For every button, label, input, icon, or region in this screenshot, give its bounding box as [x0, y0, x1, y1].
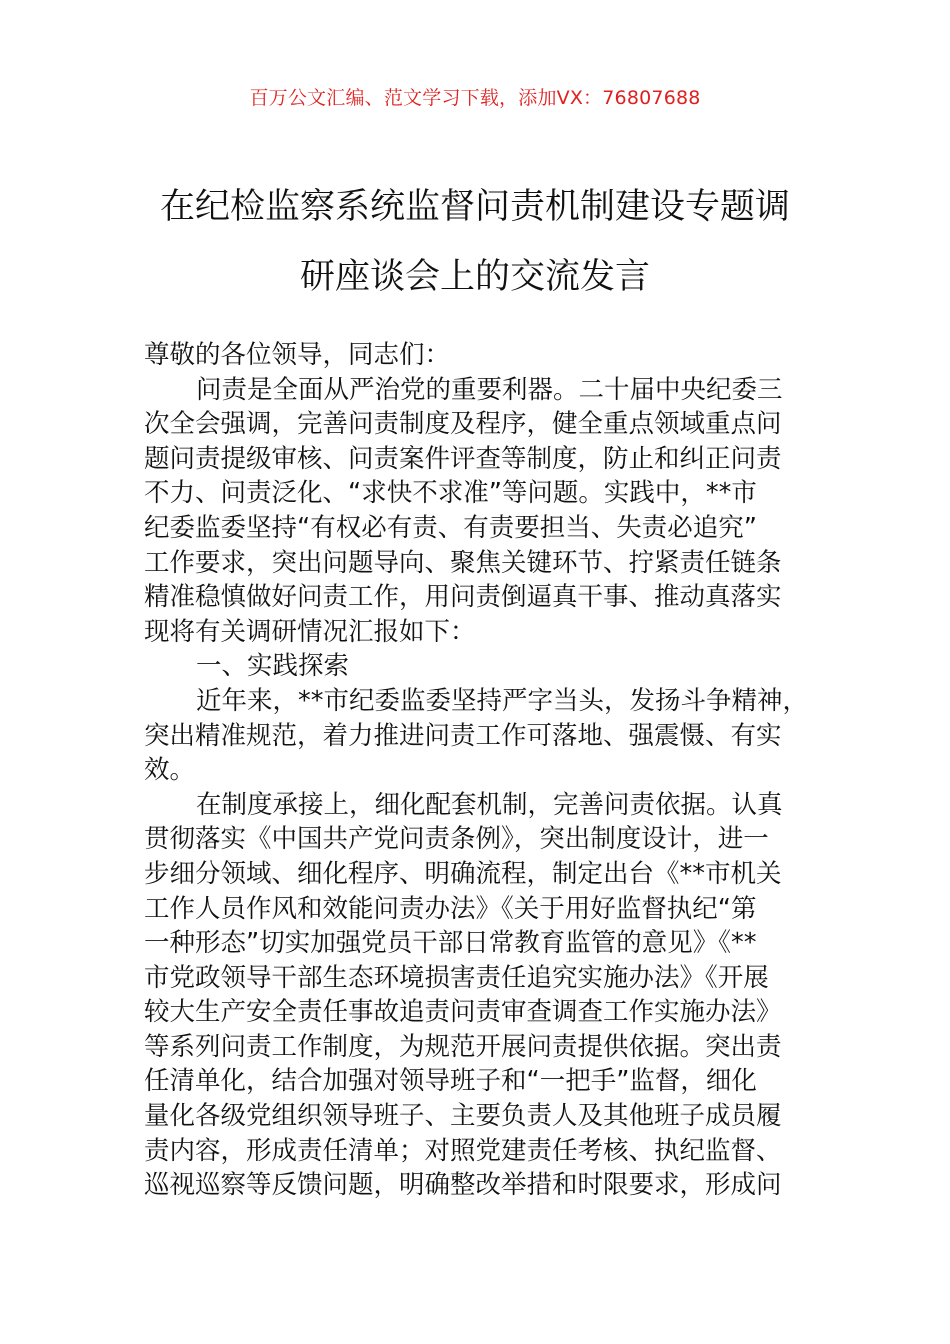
body-line: 市党政领导干部生态环境损害责任追究实施办法》《开展 — [144, 962, 769, 993]
body-line: 任清单化，结合加强对领导班子和“一把手”监督，细化 — [144, 1066, 757, 1097]
body-line: 题问责提级审核、问责案件评查等制度，防止和纠正问责 — [144, 443, 782, 474]
body-line: 贯彻落实《中国共产党问责条例》，突出制度设计，进一 — [144, 824, 769, 855]
body-line: 现将有关调研情况汇报如下： — [144, 616, 476, 647]
body-line: 尊敬的各位领导，同志们： — [144, 340, 451, 370]
body-line: 问责是全面从严治党的重要利器。二十届中央纪委三 — [196, 374, 783, 405]
body-line: 工作要求，突出问题导向、聚焦关键环节、拧紧责任链条 — [144, 547, 782, 578]
body-line: 工作人员作风和效能问责办法》《关于用好监督执纪“第 — [144, 893, 757, 924]
body-line: 不力、问责泛化、“求快不求准”等问题。实践中，**市 — [144, 478, 757, 509]
body-line: 突出精准规范，着力推进问责工作可落地、强震慑、有实 — [144, 720, 782, 751]
body-line: 等系列问责工作制度，为规范开展问责提供依据。突出责 — [144, 1031, 782, 1062]
body-line: 在制度承接上，细化配套机制，完善问责依据。认真 — [196, 789, 783, 820]
body-line: 近年来，**市纪委监委坚持严字当头，发扬斗争精神， — [196, 685, 809, 716]
body-line: 责内容，形成责任清单；对照党建责任考核、执纪监督、 — [144, 1135, 782, 1166]
watermark-header: 百万公文汇编、范文学习下载，添加VX：76807688 — [249, 87, 701, 109]
body-line: 量化各级党组织领导班子、主要负责人及其他班子成员履 — [144, 1101, 782, 1132]
body-line: 效。 — [144, 755, 196, 786]
body-line: 步细分领域、细化程序、明确流程，制定出台《**市机关 — [144, 858, 782, 889]
body-line: 纪委监委坚持“有权必有责、有责要担当、失责必追究” — [144, 512, 757, 543]
body-line: 精准稳慎做好问责工作，用问责倒逼真干事、推动真落实 — [144, 582, 782, 613]
document-body — [144, 338, 812, 1203]
title-line: 在纪检监察系统监督问责机制建设专题调 — [159, 187, 790, 227]
body-line: 一种形态”切实加强党员干部日常教育监管的意见》《** — [144, 928, 757, 959]
body-line: 次全会强调，完善问责制度及程序，健全重点领域重点问 — [144, 409, 782, 440]
body-line: 巡视巡察等反馈问题，明确整改举措和时限要求，形成问 — [144, 1170, 782, 1201]
body-line: 较大生产安全责任事故追责问责审查调查工作实施办法》 — [144, 997, 782, 1028]
body-line: 一、实践探索 — [196, 651, 350, 682]
title-line: 研座谈会上的交流发言 — [299, 257, 650, 297]
document-title — [120, 172, 830, 312]
